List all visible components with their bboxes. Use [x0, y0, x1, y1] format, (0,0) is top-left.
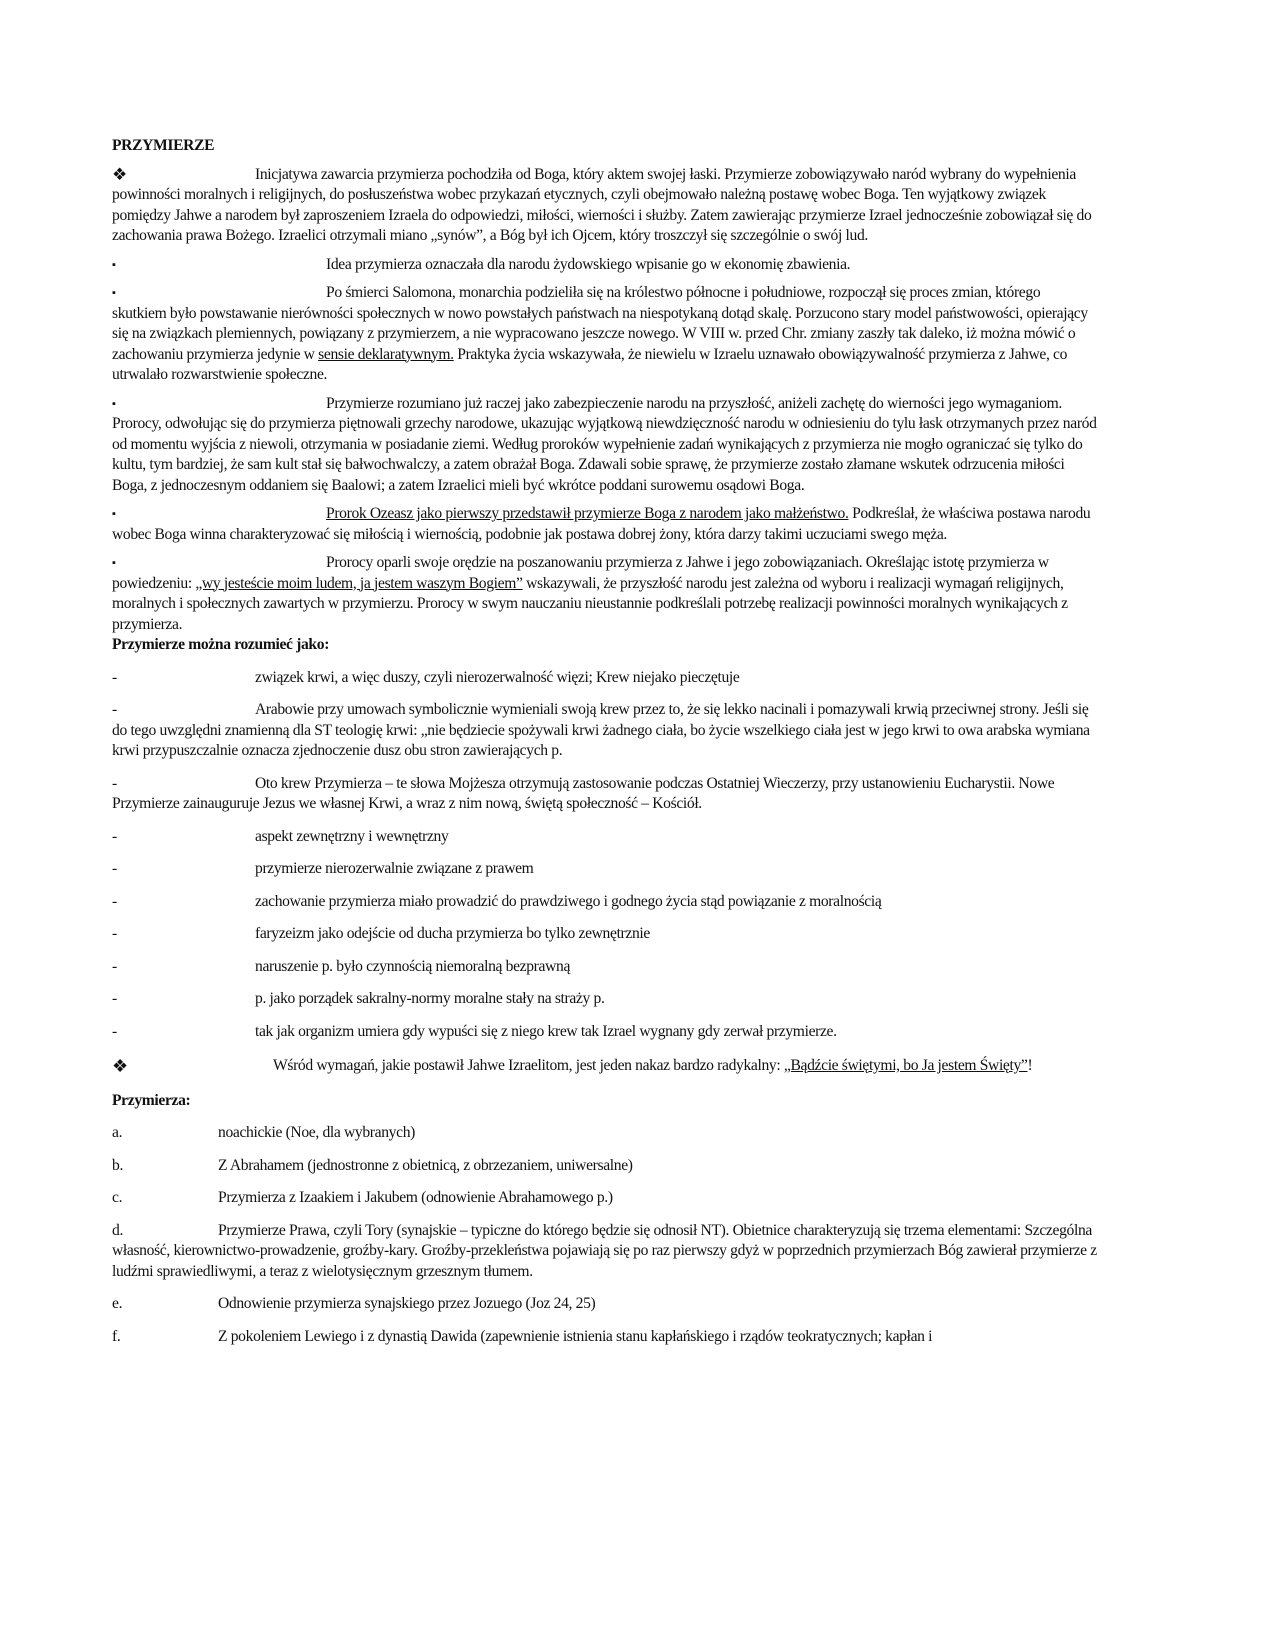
diamond-bullet-icon: ❖ [112, 1056, 128, 1076]
dash-list [112, 668, 1097, 1043]
dash-list-item [112, 1022, 1097, 1043]
dash-list-item [112, 924, 1097, 945]
list-item-text: aspekt zewnętrzny i wewnętrzny [255, 827, 449, 845]
list-letter: b. [112, 1156, 123, 1174]
dash-bullet-icon: - [112, 957, 117, 975]
diamond-bullet-icon: ❖ [112, 164, 127, 184]
square-bullet-icon: ▪ [112, 258, 116, 271]
square-bullet-icon: ▪ [112, 287, 116, 299]
list-item-text: Z pokoleniem Lewiego i z dynastią Dawida (zapewnienie istnienia stanu kapłańskiego i rządów teokratycznych; kapłan i [218, 1327, 933, 1345]
paragraph-ozeasz [112, 504, 1097, 545]
list-item-text: p. jako porządek sakralny-normy moralne stały na straży p. [255, 990, 605, 1007]
dash-bullet-icon: - [112, 774, 117, 792]
list-item-text: Przymierza z Izaakiem i Jakubem (odnowienie Abrahamowego p.) [218, 1189, 613, 1206]
dash-bullet-icon: - [112, 925, 117, 942]
list-letter: f. [112, 1327, 121, 1345]
paragraph-text: Inicjatywa zawarcia przymierza pochodziła od Boga, który aktem swojej łaski. Przymierze zobowiązywało naród wybrany do wypełnienia powinności moralnych i religijnych, do posłuszeństwa wobec przykazań etycznych, czyli obejmowało należną postawę wobec Boga. Ten wyjątkowy związek pomiędzy Jahwe a narodem był zaproszeniem Izraela do odpowiedzi, miłości, wierności i służby. Zatem zawierając przymierze Izrael jednocześnie zobowiązał się do zachowania prawa Bożego. Izraelici otrzymali miano „synów”, a Bóg był ich Ojcem, który troszczył się szczególnie o swój lud. [112, 165, 1092, 244]
paragraph-text: Po śmierci Salomona, monarchia podzieliła się na królestwo północne i południowe, rozpoczął się proces zmian, którego skutkiem było powstawanie nierówności społecznych w nowo powstałych państwach na niespotykaną dotąd skalę. Porzucono stary model państwowości, opierający się na związkach plemiennych, powiązany z przymierzem, a nie wypracowano jeszcze nowego. W VIII w. przed Chr. zmiany zaszły tak daleko, iż można mówić o zachowaniu przymierza jedynie w [112, 284, 1088, 363]
dash-list-item [112, 668, 1097, 689]
dash-bullet-icon: - [112, 1022, 117, 1040]
list-item-text: naruszenie p. było czynnością niemoralną bezprawną [255, 957, 571, 975]
list-item-text: Odnowienie przymierza synajskiego przez Jozuego (Joz 24, 25) [218, 1295, 596, 1312]
document-title: PRZYMIERZE [112, 137, 215, 154]
paragraph-text: Wśród wymagań, jakie postawił Jahwe Izraelitom, jest jeden nakaz bardzo radykalny: [273, 1057, 784, 1074]
paragraph-text: Przymierze rozumiano już raczej jako zabezpieczenie narodu na przyszłość, aniżeli zachętę do wierności jego wymaganiom. Prorocy, odwołując się do przymierza piętnowali grzechy narodowe, ukazując wyjątkową niewdzięczność narodu w odniesieniu do tylu łask otrzymanych przez naród od momentu wyjścia z niewoli, otrzymania w posiadanie ziemi. Według proroków wypełnienie zadań wynikających z przymierza nie mogło ograniczać się tylko do kultu, tym bardziej, że sam kult stał się bałwochwalczy, a zatem obrażał Boga. Zdawali sobie sprawę, że przymierze zostało złamane wskutek odrzucenia miłości Boga, z jednoczesnym oddaniem się Baalowi; a zatem Izraelici mieli być wkrótce poddani surowemu osądowi Boga. [112, 394, 1097, 494]
list-item-text: faryzeizm jako odejście od ducha przymierza bo tylko zewnętrznie [255, 925, 650, 942]
dash-list-item [112, 700, 1097, 762]
dash-list-item [112, 774, 1097, 815]
paragraph-idea [112, 255, 1097, 276]
covenant-list [112, 1123, 1097, 1347]
list-item-text: tak jak organizm umiera gdy wypuści się z niego krew tak Izrael wygnany gdy zerwał przymierze. [255, 1022, 837, 1040]
list-letter: a. [112, 1124, 123, 1141]
dash-bullet-icon: - [112, 892, 117, 910]
paragraph-salomon [112, 283, 1097, 386]
square-bullet-icon: ▪ [112, 557, 116, 569]
paragraph-text: Prorocy oparli swoje orędzie na poszanowaniu przymierza z Jahwe i jego zobowiązaniach. Określając istotę przymierza w powiedzeniu: [112, 554, 1049, 592]
list-letter: d. [112, 1221, 123, 1239]
dash-bullet-icon: - [112, 668, 117, 686]
covenant-list-item [112, 1221, 1097, 1283]
dash-bullet-icon: - [112, 990, 117, 1007]
list-item-text: związek krwi, a więc duszy, czyli nierozerwalność więzi; Krew niejako pieczętuje [255, 668, 740, 686]
list-letter: c. [112, 1189, 123, 1206]
list-item-text: Oto krew Przymierza – te słowa Mojżesza otrzymują zastosowanie podczas Ostatniej Wieczerzy, przy ustanowieniu Eucharystii. Nowe Przymierze zainauguruje Jezus we własnej Krwi, a wraz z nim nową, świętą społeczność – Kościół. [112, 774, 1055, 812]
paragraph-text: wskazywali, że przyszłość narodu jest zależna od wyboru i realizacji wymagań religijnych, moralnych i społecznych zawartych w przymierzu. Prorocy w swym nauczaniu nieustannie podkreślali potrzebę realizacji powinności moralnych wynikających z przymierza. [112, 574, 1068, 633]
dash-list-item [112, 827, 1097, 848]
list-item-text: Przymierze Prawa, czyli Tory (synajskie – typiczne do którego będzie się odnosił NT). Obietnice charakteryzują się trzema elementami: Szczególna własność, kierownictwo-prowadzenie, groźby-kary. Groźby-przekleństwa pojawiają się po raz pierwszy gdyż w poprzednich przymierzach Bóg zawierał przymierze z ludźmi sprawiedliwymi, a teraz z wielotysięcznym grzesznym tłumem. [112, 1221, 1097, 1280]
covenant-list-item [112, 1156, 1097, 1177]
paragraph-text: Idea przymierza oznaczała dla narodu żydowskiego wpisanie go w ekonomię zbawienia. [326, 255, 851, 273]
dash-bullet-icon: - [112, 701, 117, 718]
dash-bullet-icon: - [112, 860, 117, 877]
underlined-text: sensie deklaratywnym. [318, 345, 454, 363]
paragraph-initiative [112, 165, 1097, 247]
covenant-list-item [112, 1123, 1097, 1144]
list-letter: e. [112, 1295, 123, 1312]
covenant-list-item [112, 1188, 1097, 1209]
dash-list-item [112, 892, 1097, 913]
paragraph-holiness [112, 1056, 1097, 1077]
list-item-text: Arabowie przy umowach symbolicznie wymieniali swoją krew przez to, że się lekko nacinali i pomazywali krwią przeciwnej strony. Jeśli się do tego uwzględni znamienną dla ST teologię krwi: „nie będziecie spożywali krwi żadnego ciała, bo życie wszelkiego ciała jest w jego krwi to owa arabska wymiana krwi przypuszczalnie oznacza zjednoczenie dusz obu stron zawierających p. [112, 701, 1090, 759]
list-item-text: zachowanie przymierza miało prowadzić do prawdziwego i godnego życia stąd powiązanie z moralnością [255, 892, 882, 910]
underlined-quote: „Bądźcie świętymi, bo Ja jestem Święty” [783, 1057, 1028, 1074]
covenant-list-item [112, 1327, 1097, 1348]
covenant-list-item [112, 1294, 1097, 1315]
paragraph-text: Podkreślał, że właściwa postawa narodu wobec Boga winna charakteryzować się miłością i wiernością, podobnie jak postawa dobrej żony, która darzy takimi uczuciami swego męża. [112, 505, 1091, 543]
square-bullet-icon: ▪ [112, 397, 116, 410]
list-item-text: przymierze nierozerwalnie związane z prawem [255, 860, 534, 877]
section-heading: Przymierze można rozumieć jako: [112, 636, 330, 653]
paragraph-text: Praktyka życia wskazywała, że niewielu w Izraelu uznawało obowiązywalność przymierza z Jahwe, co utrwalało rozwarstwienie społeczne. [112, 345, 1068, 383]
dash-list-item [112, 957, 1097, 978]
paragraph-prophets [112, 394, 1097, 497]
paragraph-text: ! [1027, 1057, 1033, 1074]
underlined-text: Prorok Ozeasz jako pierwszy przedstawił przymierze Boga z narodem jako małżeństwo. [326, 505, 849, 522]
paragraph-oredzie [112, 553, 1097, 635]
list-item-text: Z Abrahamem (jednostronne z obietnicą, z obrzezaniem, uniwersalne) [218, 1156, 633, 1174]
dash-list-item [112, 859, 1097, 880]
list-item-text: noachickie (Noe, dla wybranych) [218, 1124, 415, 1141]
section-heading: Przymierza: [112, 1091, 191, 1109]
underlined-quote: „wy jesteście moim ludem, ja jestem waszym Bogiem” [195, 574, 523, 592]
dash-bullet-icon: - [112, 827, 117, 845]
square-bullet-icon: ▪ [112, 508, 116, 520]
dash-list-item [112, 989, 1097, 1010]
